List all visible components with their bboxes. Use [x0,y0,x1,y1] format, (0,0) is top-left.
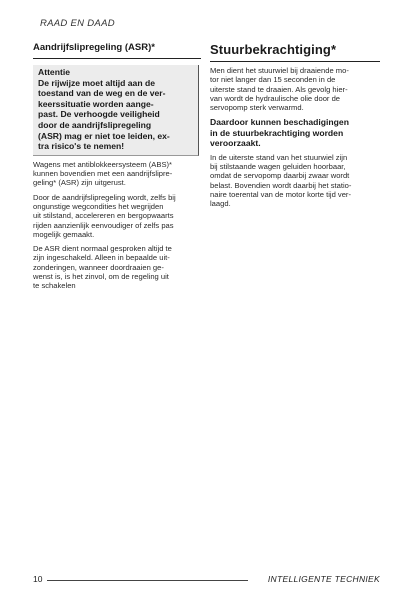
page-number: 10 [33,574,43,584]
warning-title: Attentie [38,67,70,77]
text-line: geling* (ASR) zijn uitgerust. [33,178,126,188]
power-steering-heading: Stuurbekrachtiging* [210,42,337,57]
warning-line: (ASR) mag er niet toe leiden, ex- [38,130,170,141]
asr-heading-rule [33,58,201,59]
power-steering-column [210,42,380,213]
warning-line: De rijwijze moet altijd aan de [38,77,156,88]
bold-line: in de stuurbekrachtiging worden [210,127,344,138]
text-line: belast. Bovendien wordt daarbij het statio- [210,180,352,190]
text-line: te schakelen [33,281,76,291]
power-steering-heading-rule [210,61,380,62]
text-line: wenst is, is het zinvol, om de regeling uit [33,272,169,282]
running-head: RAAD EN DAAD [40,18,115,29]
text-line: tor niet langer dan 15 seconden in de [210,75,336,85]
warning-line: door de aandrijfslipregeling [38,119,152,130]
warning-line: past. De verhoogde veiligheid [38,109,160,120]
asr-paragraph-benefits [33,193,198,239]
text-line: laagd. [210,199,231,209]
text-line: omdat de servopomp daarbij zwaar wordt [210,171,350,181]
text-line: van wordt de hydraulische olie door de [210,93,341,103]
footer-section-name: INTELLIGENTE TECHNIEK [267,574,380,584]
bold-line: veroorzaakt. [210,138,261,149]
text-line: Wagens met antiblokkeersysteem (ABS)* [33,159,172,169]
steering-paragraph-1 [210,66,380,112]
text-line: bij stilstaande wagen geluiden hoorbaar, [210,162,346,171]
text-line: Door de aandrijfslipregeling wordt, zelfs bij [33,192,176,202]
asr-heading: Aandrijfslipregeling (ASR)* [33,42,155,53]
text-line: rijden aanzienlijk eenvoudiger of zelfs pas [33,220,174,230]
text-line: uit stilstand, accelereren en bergopwaarts [33,211,174,221]
text-line: naire toerental van de motor korte tijd ver- [210,189,351,199]
warning-line: keerssituatie worden aange- [38,98,154,109]
text-line: zonderingen, wanneer doordraaien ge- [33,262,164,272]
text-line: Men dient het stuurwiel bij draaiende mo- [210,66,349,75]
asr-paragraph-abs [33,160,198,188]
steering-bold-warning [210,117,380,148]
text-line: uiterste stand te draaien. Als gevolg hier- [210,84,348,94]
text-line: servopomp sterk verwarmd. [210,103,304,113]
warning-line: toestand van de weg en de ver- [38,88,166,99]
warning-box [33,65,199,156]
footer-rule [47,580,248,581]
asr-column [33,42,198,296]
bold-line: Daardoor kunnen beschadigingen [210,117,349,128]
warning-line: tra risico's te nemen! [38,141,125,152]
text-line: De ASR dient normaal gesproken altijd te [33,244,172,254]
text-line: zijn ingeschakeld. Alleen in bepaalde uit- [33,253,170,263]
asr-paragraph-switch-off [33,244,198,290]
text-line: In de uiterste stand van het stuurwiel zijn [210,152,348,162]
text-line: ongunstige wegcondities het wegrijden [33,201,164,211]
page-footer [33,574,380,586]
text-line: kunnen bovendien met een aandrijfslipre- [33,169,173,179]
steering-paragraph-2 [210,153,380,209]
text-line: mogelijk gemaakt. [33,229,95,239]
